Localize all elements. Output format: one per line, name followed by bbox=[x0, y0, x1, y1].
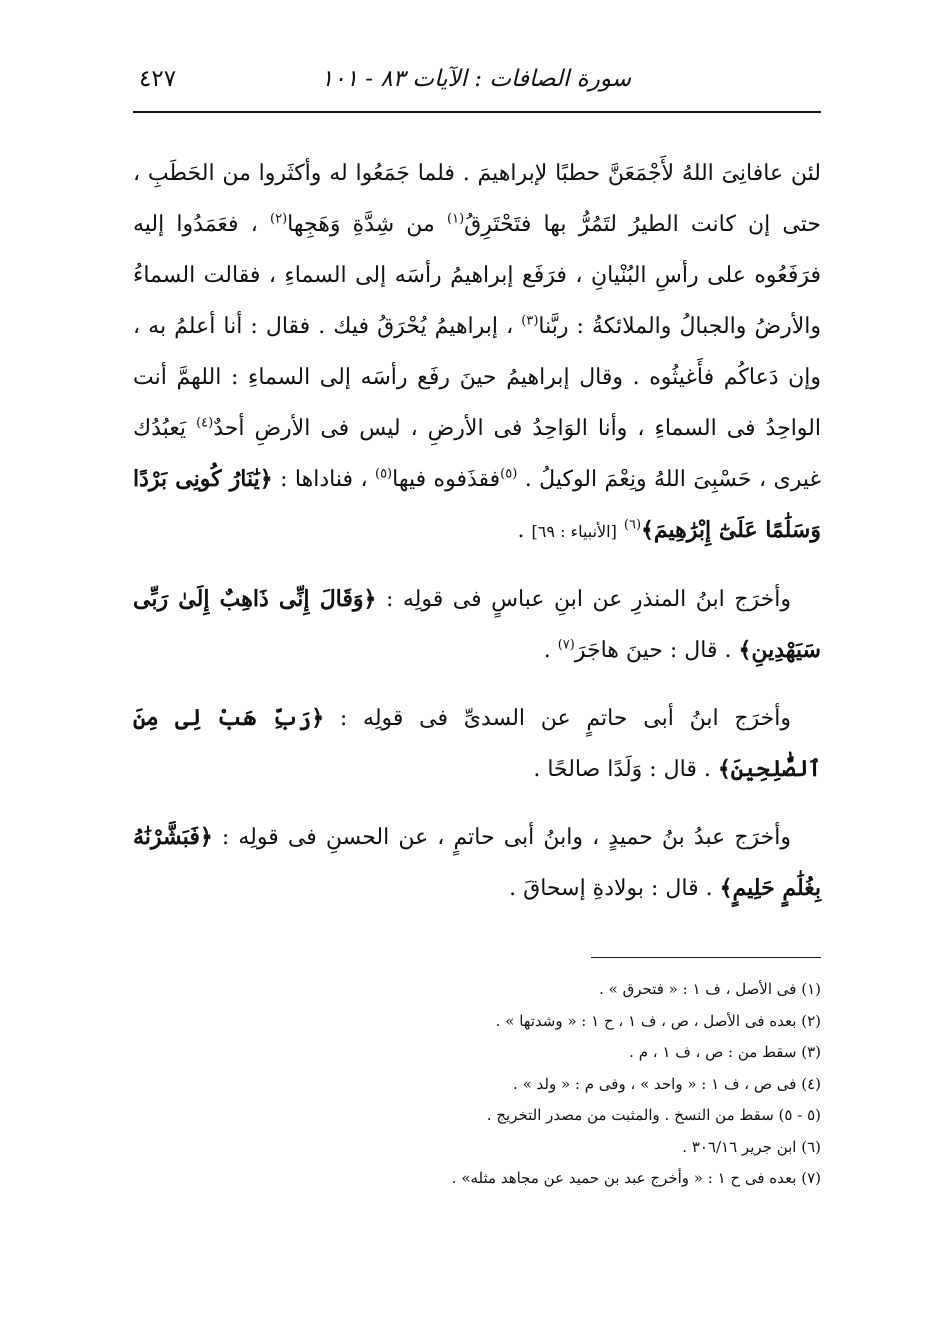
text-run: ، فناداها : bbox=[272, 467, 375, 492]
paragraph bbox=[133, 574, 821, 676]
footnote-reference: (٢) bbox=[270, 211, 288, 227]
quran-citation: ﴿فَبَشَّرْنَٰهُ بِغُلَٰمٍ حَلِيمٍ﴾ bbox=[133, 824, 821, 901]
text-run: وأخرَج ابنُ المنذرِ عن ابنِ عباسٍ فى قولِه : bbox=[376, 587, 791, 612]
text-run: لئن عافانِىَ اللهُ لأَجْمَعَنَّ حطبًا لإبراهيمَ . فلما جَمَعُوا له وأكثَروا من الحَطَبِ ، حتى إن كانت الطيرُ لتَمُرُّ بها فتَحْتَرِقُ bbox=[133, 161, 822, 237]
footnote-reference: (٧) bbox=[557, 637, 575, 653]
text-run: ، إبراهيمُ يُحْرَقُ فيك . فقال : أنا أعلمُ به ، وإن دَعاكُم فأَغيثُوه . وقال إبراهيمُ حينَ رفَع رأسَه إلى السماءِ : اللهمَّ أنت الواحِدُ فى السماءِ ، وأنا الوَاحِدُ فى الأرضِ ، ليس فى الأرضِ أحدٌ bbox=[133, 314, 821, 441]
text-run: . قال : بولادةِ إسحاقَ . bbox=[509, 876, 720, 901]
text-run: ، فعَمَدُوا إليه فرَفَعُوه على رأسِ البُنْيانِ ، فرَفَع إبراهيمُ رأسَه إلى السماءِ ، فقالت السماءُ والأرضُ والجبالُ والملائكةُ : ربَّنا bbox=[133, 212, 821, 339]
text-run: . bbox=[543, 638, 558, 663]
body-text bbox=[133, 148, 821, 914]
text-run bbox=[617, 518, 624, 543]
text-run: . قال : حينَ هاجَرَ bbox=[574, 638, 739, 663]
footnote: (٣) سقط من : ص ، ف ١ ، م . bbox=[629, 1043, 821, 1061]
text-run: وأخرَج عبدُ بنُ حميدٍ ، وابنُ أبى حاتمٍ ، عن الحسنِ فى قولِه : bbox=[212, 825, 791, 850]
paragraph bbox=[133, 148, 821, 557]
footnote-divider bbox=[591, 957, 821, 958]
quran-citation: ﴿وَقَالَ إِنِّى ذَاهِبٌ إِلَىٰ رَبِّى سَيَهْدِينِ﴾ bbox=[133, 586, 821, 663]
footnote: (١) فى الأصل ، ف ١ : « فتحرق » . bbox=[599, 980, 821, 998]
quran-citation: ﴿رَبِّ هَبْ لِى مِنَ ٱلصَّٰلِحِينَ﴾ bbox=[133, 705, 821, 782]
footnote-reference: (٥) bbox=[374, 466, 393, 482]
book-page bbox=[133, 0, 821, 1343]
footnote-reference: (٤) bbox=[196, 415, 214, 431]
page-number: ٤٢٧ bbox=[139, 66, 177, 92]
header-title: سورة الصافات : الآيات ٨٣ - ١٠١ bbox=[320, 66, 631, 92]
footnote: (٥ - ٥) سقط من النسخ . والمثبت من مصدر التخريج . bbox=[486, 1106, 821, 1124]
text-run: . bbox=[517, 518, 532, 543]
footnote: (٤) فى ص ، ف ١ : « واحد » ، وفى م : « ولد » . bbox=[513, 1074, 821, 1093]
footnote-reference: (٥) bbox=[500, 466, 518, 482]
header-rule bbox=[133, 111, 821, 113]
footnote-reference: (٣) bbox=[521, 313, 539, 329]
text-run: يَعبُدُك غيرى ، حَسْبِىَ اللهُ ونِعْمَ الوكيلُ . bbox=[133, 416, 821, 492]
footnote-reference: (١) bbox=[447, 211, 465, 227]
footnotes bbox=[133, 974, 821, 1195]
running-header bbox=[133, 62, 821, 102]
text-run: من شِدَّةِ وَهَجِها bbox=[287, 212, 448, 237]
footnote: (٧) بعده فى ح ١ : « وأخرج عبد بن حميد عن مجاهد مثله» . bbox=[451, 1169, 821, 1187]
surah-reference: [الأنبياء : ٦٩] bbox=[531, 522, 617, 541]
footnote: (٦) ابن جرير ٣٠٦/١٦ . bbox=[682, 1137, 821, 1156]
paragraph bbox=[133, 812, 821, 914]
text-run: فقذَفوه فيها bbox=[392, 467, 501, 492]
footnote-reference: (٦) bbox=[623, 517, 642, 533]
paragraph bbox=[133, 693, 821, 795]
quran-citation: ﴿يَٰنَارُ كُونِى بَرْدًا وَسَلَٰمًا عَلَىٰٓ إِبْرَٰهِيمَ﴾ bbox=[133, 466, 821, 543]
footnote: (٢) بعده فى الأصل ، ص ، ف ١ ، ح ١ : « وشدتها » . bbox=[495, 1011, 821, 1030]
text-run: . قال : وَلَدًا صالحًا . bbox=[533, 757, 718, 782]
text-run: وأخرَج ابنُ أبى حاتمٍ عن السدىِّ فى قولِه : bbox=[324, 706, 791, 731]
